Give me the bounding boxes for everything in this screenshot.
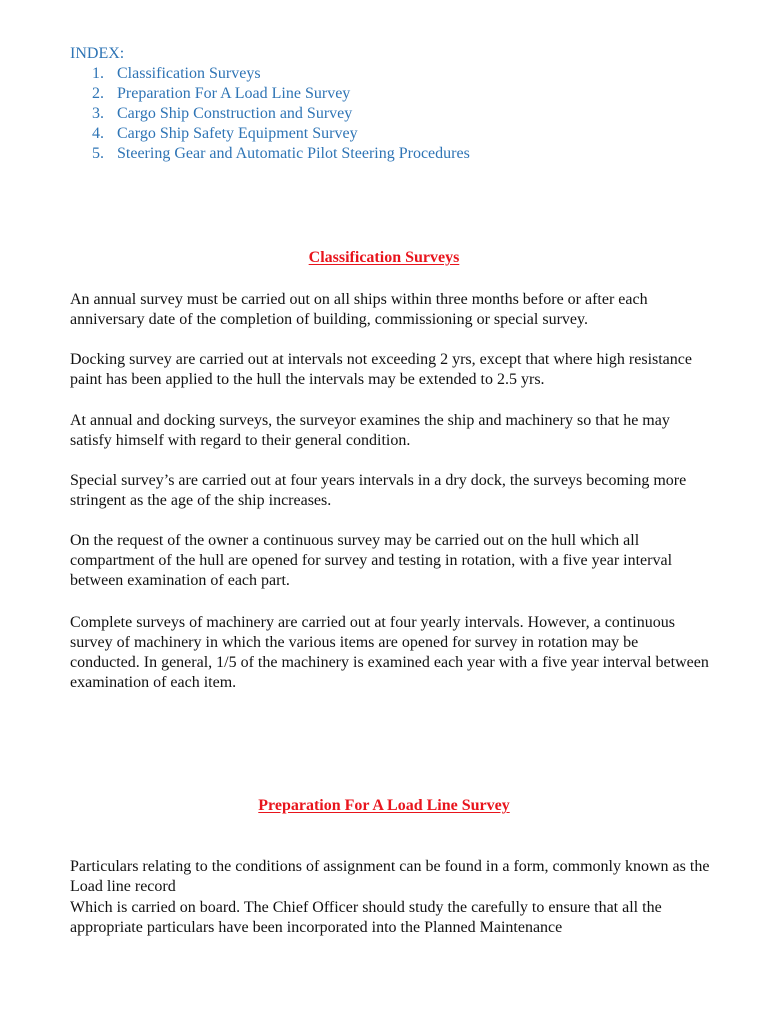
- index-item-label: Steering Gear and Automatic Pilot Steering Procedures: [117, 145, 470, 162]
- paragraph: An annual survey must be carried out on all ships within three months before or after each anniversary date of the completion of building, commissioning or special survey.: [70, 291, 648, 328]
- paragraph: On the request of the owner a continuous survey may be carried out on the hull which all compartment of the hull are opened for survey and testing in rotation, with a five year interval between examination of each part.: [70, 532, 673, 589]
- index-item-number: 5.: [92, 145, 104, 162]
- paragraph: Which is carried on board. The Chief Officer should study the carefully to ensure that all the appropriate particulars have been incorporated into the Planned Maintenance: [70, 899, 662, 936]
- index-item-construction-survey[interactable]: [92, 104, 690, 124]
- index-item-steering-gear[interactable]: [92, 144, 690, 164]
- index-item-label: Cargo Ship Safety Equipment Survey: [117, 125, 358, 142]
- index-item-safety-equipment-survey[interactable]: [92, 124, 690, 144]
- index-item-number: 3.: [92, 105, 104, 122]
- index-list: [70, 64, 690, 164]
- index-title: INDEX:: [70, 45, 125, 62]
- index-item-number: 4.: [92, 125, 104, 142]
- index-item-label: Cargo Ship Construction and Survey: [117, 105, 353, 122]
- index-item-number: 1.: [92, 65, 104, 82]
- paragraph: At annual and docking surveys, the surveyor examines the ship and machinery so that he may satisfy himself with regard to their general condition.: [70, 412, 670, 449]
- index-item-label: Classification Surveys: [117, 65, 261, 82]
- index-item-label: Preparation For A Load Line Survey: [117, 85, 351, 102]
- index-item-load-line-survey[interactable]: [92, 84, 690, 104]
- index-item-classification-surveys[interactable]: [92, 64, 690, 84]
- section-title-load-line-survey: Preparation For A Load Line Survey: [258, 797, 510, 814]
- paragraph: Complete surveys of machinery are carried out at four yearly intervals. However, a continuous survey of machinery in which the various items are opened for survey in rotation may be conducted. In general, 1/5 of the machinery is examined each year with a five year interval between examination of each item.: [70, 614, 709, 691]
- index-block: [70, 44, 690, 164]
- paragraph: Docking survey are carried out at intervals not exceeding 2 yrs, except that where high resistance paint has been applied to the hull the intervals may be extended to 2.5 yrs.: [70, 351, 692, 388]
- paragraph: Particulars relating to the conditions of assignment can be found in a form, commonly known as the Load line record: [70, 858, 710, 895]
- section-title-classification-surveys: Classification Surveys: [308, 249, 460, 266]
- index-item-number: 2.: [92, 85, 104, 102]
- paragraph: Special survey’s are carried out at four years intervals in a dry dock, the surveys becoming more stringent as the age of the ship increases.: [70, 472, 687, 509]
